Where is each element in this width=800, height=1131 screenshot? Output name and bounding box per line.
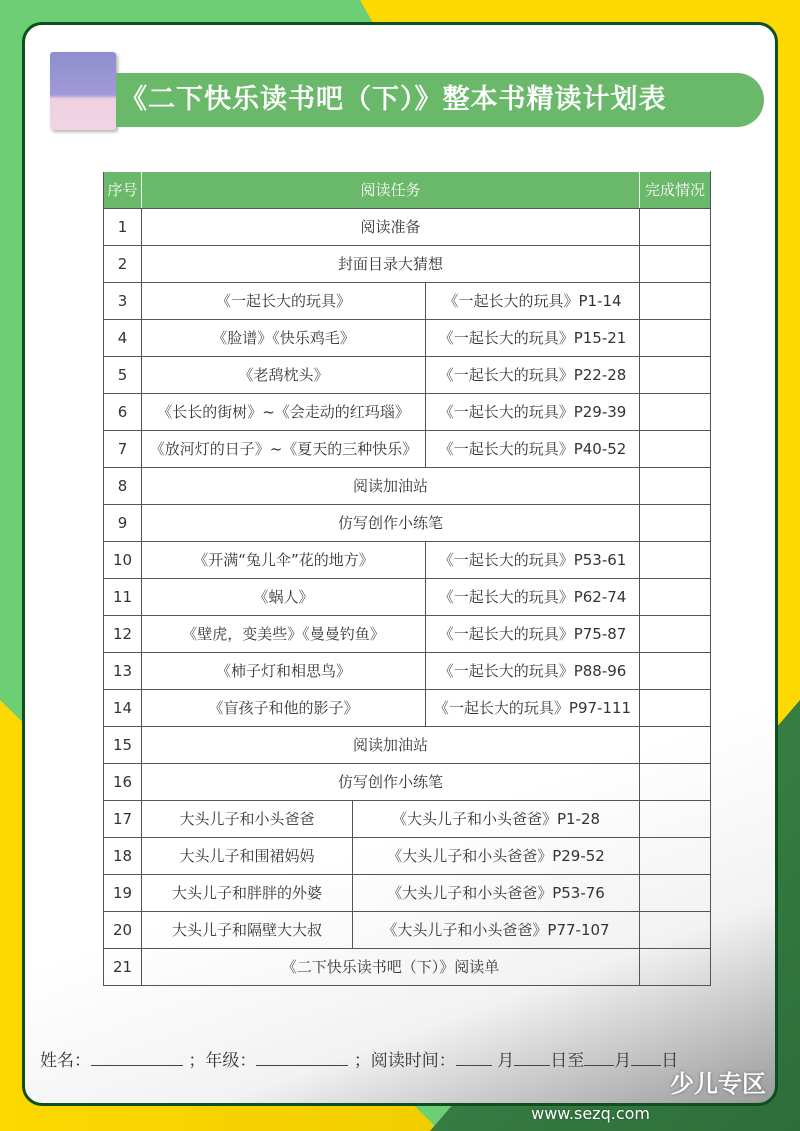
task-cell: 《开满“兔儿伞”花的地方》 xyxy=(142,542,426,579)
table-row xyxy=(104,542,711,579)
pages-cell: 《一起长大的玩具》P29-39 xyxy=(426,394,640,431)
task-cell: 《放河灯的日子》~《夏天的三种快乐》 xyxy=(142,431,426,468)
row-number: 2 xyxy=(104,246,142,283)
start-month-field[interactable] xyxy=(456,1049,492,1066)
pages-cell: 《一起长大的玩具》P22-28 xyxy=(426,357,640,394)
day-to-label: 日至 xyxy=(550,1051,585,1071)
header-task: 阅读任务 xyxy=(142,172,640,209)
row-number: 17 xyxy=(104,801,142,838)
pages-cell: 《大头儿子和小头爸爸》P53-76 xyxy=(353,875,640,912)
table-row xyxy=(104,616,711,653)
table-row xyxy=(104,431,711,468)
table-row xyxy=(104,801,711,838)
grade-label: ；年级： xyxy=(188,1051,257,1071)
task-cell: 阅读加油站 xyxy=(142,727,640,764)
table-row xyxy=(104,505,711,542)
pages-cell: 《大头儿子和小头爸爸》P77-107 xyxy=(353,912,640,949)
start-day-field[interactable] xyxy=(514,1049,550,1066)
month-label: 月 xyxy=(497,1051,515,1071)
row-number: 10 xyxy=(104,542,142,579)
task-cell: 大头儿子和隔壁大大叔 xyxy=(142,912,353,949)
end-month-field[interactable] xyxy=(584,1049,614,1066)
header-status: 完成情况 xyxy=(640,172,711,209)
task-cell: 《二下快乐读书吧（下）》阅读单 xyxy=(142,949,640,986)
table-row xyxy=(104,727,711,764)
status-cell[interactable] xyxy=(640,542,711,579)
row-number: 21 xyxy=(104,949,142,986)
row-number: 3 xyxy=(104,283,142,320)
time-label: ；阅读时间： xyxy=(353,1051,456,1071)
row-number: 7 xyxy=(104,431,142,468)
task-cell: 大头儿子和小头爸爸 xyxy=(142,801,353,838)
row-number: 9 xyxy=(104,505,142,542)
table-row xyxy=(104,912,711,949)
table-row xyxy=(104,838,711,875)
watermark-logo: 少儿专区 xyxy=(670,1070,766,1098)
task-cell: 《一起长大的玩具》 xyxy=(142,283,426,320)
status-cell[interactable] xyxy=(640,727,711,764)
task-cell: 阅读加油站 xyxy=(142,468,640,505)
table-row xyxy=(104,320,711,357)
row-number: 18 xyxy=(104,838,142,875)
status-cell[interactable] xyxy=(640,690,711,727)
task-cell: 《柿子灯和相思鸟》 xyxy=(142,653,426,690)
status-cell[interactable] xyxy=(640,209,711,246)
pages-cell: 《一起长大的玩具》P62-74 xyxy=(426,579,640,616)
status-cell[interactable] xyxy=(640,838,711,875)
table-header xyxy=(104,172,711,209)
table-row xyxy=(104,875,711,912)
pages-cell: 《一起长大的玩具》P40-52 xyxy=(426,431,640,468)
row-number: 6 xyxy=(104,394,142,431)
status-cell[interactable] xyxy=(640,357,711,394)
table-row xyxy=(104,209,711,246)
row-number: 5 xyxy=(104,357,142,394)
task-cell: 大头儿子和胖胖的外婆 xyxy=(142,875,353,912)
table-row xyxy=(104,283,711,320)
header-seq: 序号 xyxy=(104,172,142,209)
status-cell[interactable] xyxy=(640,468,711,505)
name-label: 姓名： xyxy=(40,1051,91,1071)
pages-cell: 《一起长大的玩具》P1-14 xyxy=(426,283,640,320)
task-cell: 仿写创作小练笔 xyxy=(142,505,640,542)
row-number: 15 xyxy=(104,727,142,764)
table-row xyxy=(104,246,711,283)
status-cell[interactable] xyxy=(640,912,711,949)
reading-plan-table xyxy=(103,171,711,986)
status-cell[interactable] xyxy=(640,801,711,838)
month2-label: 月 xyxy=(614,1051,632,1071)
book-cover-image xyxy=(50,52,116,130)
watermark-url: www.sezq.com xyxy=(531,1104,650,1123)
status-cell[interactable] xyxy=(640,764,711,801)
row-number: 11 xyxy=(104,579,142,616)
task-cell: 封面目录大猜想 xyxy=(142,246,640,283)
status-cell[interactable] xyxy=(640,616,711,653)
table-row xyxy=(104,653,711,690)
task-cell: 《壁虎，变美些》《曼曼钓鱼》 xyxy=(142,616,426,653)
pages-cell: 《大头儿子和小头爸爸》P29-52 xyxy=(353,838,640,875)
table-row xyxy=(104,394,711,431)
task-cell: 《老鸹枕头》 xyxy=(142,357,426,394)
pages-cell: 《一起长大的玩具》P88-96 xyxy=(426,653,640,690)
status-cell[interactable] xyxy=(640,653,711,690)
end-day-field[interactable] xyxy=(631,1049,661,1066)
row-number: 1 xyxy=(104,209,142,246)
row-number: 13 xyxy=(104,653,142,690)
status-cell[interactable] xyxy=(640,394,711,431)
name-field[interactable] xyxy=(91,1049,183,1066)
pages-cell: 《大头儿子和小头爸爸》P1-28 xyxy=(353,801,640,838)
status-cell[interactable] xyxy=(640,320,711,357)
footer-form xyxy=(40,1046,678,1071)
status-cell[interactable] xyxy=(640,875,711,912)
table-row xyxy=(104,949,711,986)
table-row xyxy=(104,468,711,505)
table-row xyxy=(104,579,711,616)
pages-cell: 《一起长大的玩具》P53-61 xyxy=(426,542,640,579)
status-cell[interactable] xyxy=(640,579,711,616)
page-title: 《二下快乐读书吧（下）》整本书精读计划表 xyxy=(116,73,764,127)
row-number: 12 xyxy=(104,616,142,653)
row-number: 16 xyxy=(104,764,142,801)
pages-cell: 《一起长大的玩具》P15-21 xyxy=(426,320,640,357)
row-number: 8 xyxy=(104,468,142,505)
table-row xyxy=(104,690,711,727)
row-number: 19 xyxy=(104,875,142,912)
task-cell: 《长长的街树》~《会走动的红玛瑙》 xyxy=(142,394,426,431)
task-cell: 仿写创作小练笔 xyxy=(142,764,640,801)
status-cell[interactable] xyxy=(640,505,711,542)
status-cell[interactable] xyxy=(640,431,711,468)
status-cell[interactable] xyxy=(640,283,711,320)
grade-field[interactable] xyxy=(256,1049,348,1066)
status-cell[interactable] xyxy=(640,949,711,986)
pages-cell: 《一起长大的玩具》P75-87 xyxy=(426,616,640,653)
table-row xyxy=(104,764,711,801)
row-number: 14 xyxy=(104,690,142,727)
table-body xyxy=(104,209,711,986)
task-cell: 《蜗人》 xyxy=(142,579,426,616)
status-cell[interactable] xyxy=(640,246,711,283)
row-number: 4 xyxy=(104,320,142,357)
day-label: 日 xyxy=(661,1051,679,1071)
task-cell: 阅读准备 xyxy=(142,209,640,246)
task-cell: 大头儿子和围裙妈妈 xyxy=(142,838,353,875)
table-row xyxy=(104,357,711,394)
task-cell: 《盲孩子和他的影子》 xyxy=(142,690,426,727)
pages-cell: 《一起长大的玩具》P97-111 xyxy=(426,690,640,727)
row-number: 20 xyxy=(104,912,142,949)
task-cell: 《脸谱》《快乐鸡毛》 xyxy=(142,320,426,357)
